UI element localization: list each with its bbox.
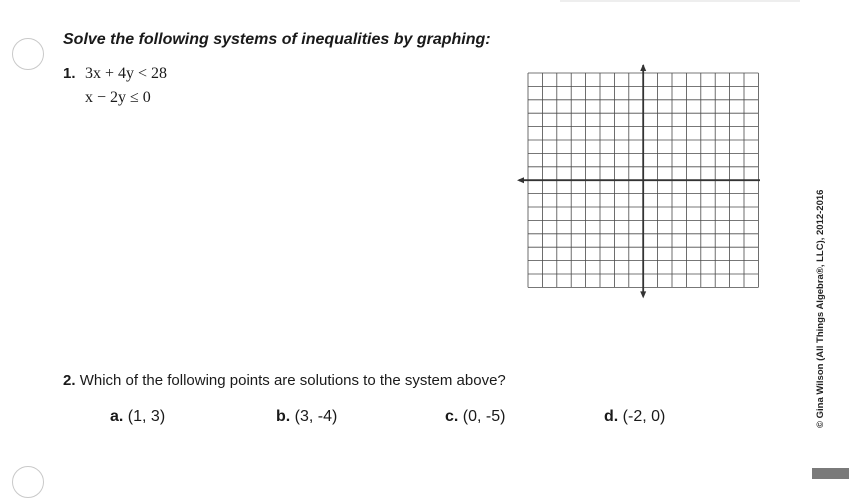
choice-letter: b. — [276, 408, 291, 425]
scan-edge-line — [560, 0, 800, 2]
choice-b — [276, 408, 337, 426]
problem-number: 2. — [63, 372, 76, 389]
x-axis-arrow-left — [517, 177, 524, 183]
worksheet-title: Solve the following systems of inequalities by graphing: — [63, 31, 491, 48]
y-axis-arrow-up — [640, 64, 646, 71]
choice-point: (-2, 0) — [622, 408, 666, 425]
choice-letter: c. — [445, 408, 459, 425]
choice-letter: a. — [110, 408, 124, 425]
choice-point: (0, -5) — [462, 408, 506, 425]
hole-punch-mark — [12, 38, 44, 70]
inequality-1: 3x + 4y < 28 — [85, 65, 168, 82]
choice-d — [604, 408, 665, 426]
inequality-2: x − 2y ≤ 0 — [85, 89, 151, 106]
y-axis-arrow-down — [640, 291, 646, 298]
page-corner-tab — [812, 468, 849, 479]
choice-point: (3, -4) — [294, 408, 338, 425]
choice-letter: d. — [604, 408, 619, 425]
coordinate-grid — [515, 64, 760, 307]
problem-number: 1. — [63, 65, 76, 82]
choice-a — [110, 408, 165, 426]
problem-2-question: Which of the following points are solutions to the system above? — [79, 372, 506, 389]
copyright-notice: © Gina Wilson (All Things Algebra®, LLC), 2012-2016 — [815, 189, 826, 428]
hole-punch-mark — [12, 466, 44, 498]
choice-point: (1, 3) — [127, 408, 166, 425]
problem-2 — [63, 372, 506, 389]
choice-c — [445, 408, 505, 426]
problem-1 — [63, 64, 167, 112]
